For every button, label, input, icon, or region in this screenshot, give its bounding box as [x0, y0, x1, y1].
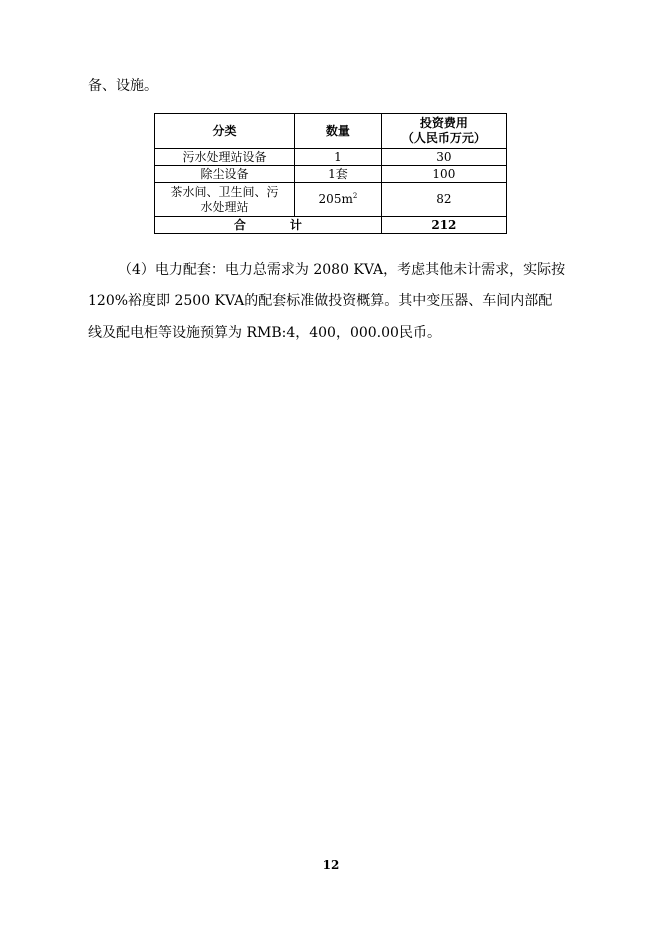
table-row: [155, 166, 507, 183]
cell-category-line1: 茶水间、卫生间、污: [170, 184, 279, 199]
header-category: 分类: [155, 114, 295, 149]
quantity-superscript: 2: [352, 192, 358, 200]
cell-category: [155, 183, 295, 217]
total-value: 212: [381, 217, 506, 234]
table-header-row: [155, 114, 507, 149]
continuation-text: 备、设施。: [88, 78, 158, 94]
cell-quantity: 1: [295, 149, 382, 166]
cell-cost: 30: [381, 149, 506, 166]
cell-category: 除尘设备: [155, 166, 295, 183]
paragraph-line-3: 线及配电柜等设施预算为 RMB:4，400，000.00民币。: [88, 325, 441, 341]
header-quantity: 数量: [295, 114, 382, 149]
investment-table: [154, 113, 507, 234]
total-label-left: 合: [233, 217, 246, 232]
header-cost-line2: （人民币万元）: [401, 131, 486, 145]
cell-quantity: 1套: [295, 166, 382, 183]
table-row: [155, 149, 507, 166]
cell-category-line2: 水处理站: [200, 199, 249, 214]
cell-quantity: [295, 183, 382, 217]
cell-cost: 100: [381, 166, 506, 183]
table-total-row: [155, 217, 507, 234]
header-cost-line1: 投资费用: [419, 116, 468, 130]
cell-cost: 82: [381, 183, 506, 217]
page-number: 12: [322, 858, 340, 872]
quantity-value: 205m: [318, 192, 353, 206]
table-row: [155, 183, 507, 217]
total-label: [155, 217, 382, 234]
cell-category: 污水处理站设备: [155, 149, 295, 166]
total-label-right: 计: [289, 217, 302, 232]
header-cost: [381, 114, 506, 149]
paragraph-line-1: （4）电力配套：电力总需求为 2080 KVA，考虑其他未计需求，实际按: [118, 262, 566, 278]
paragraph-line-2: 120%裕度即 2500 KVA的配套标准做投资概算。其中变压器、车间内部配: [88, 293, 553, 309]
